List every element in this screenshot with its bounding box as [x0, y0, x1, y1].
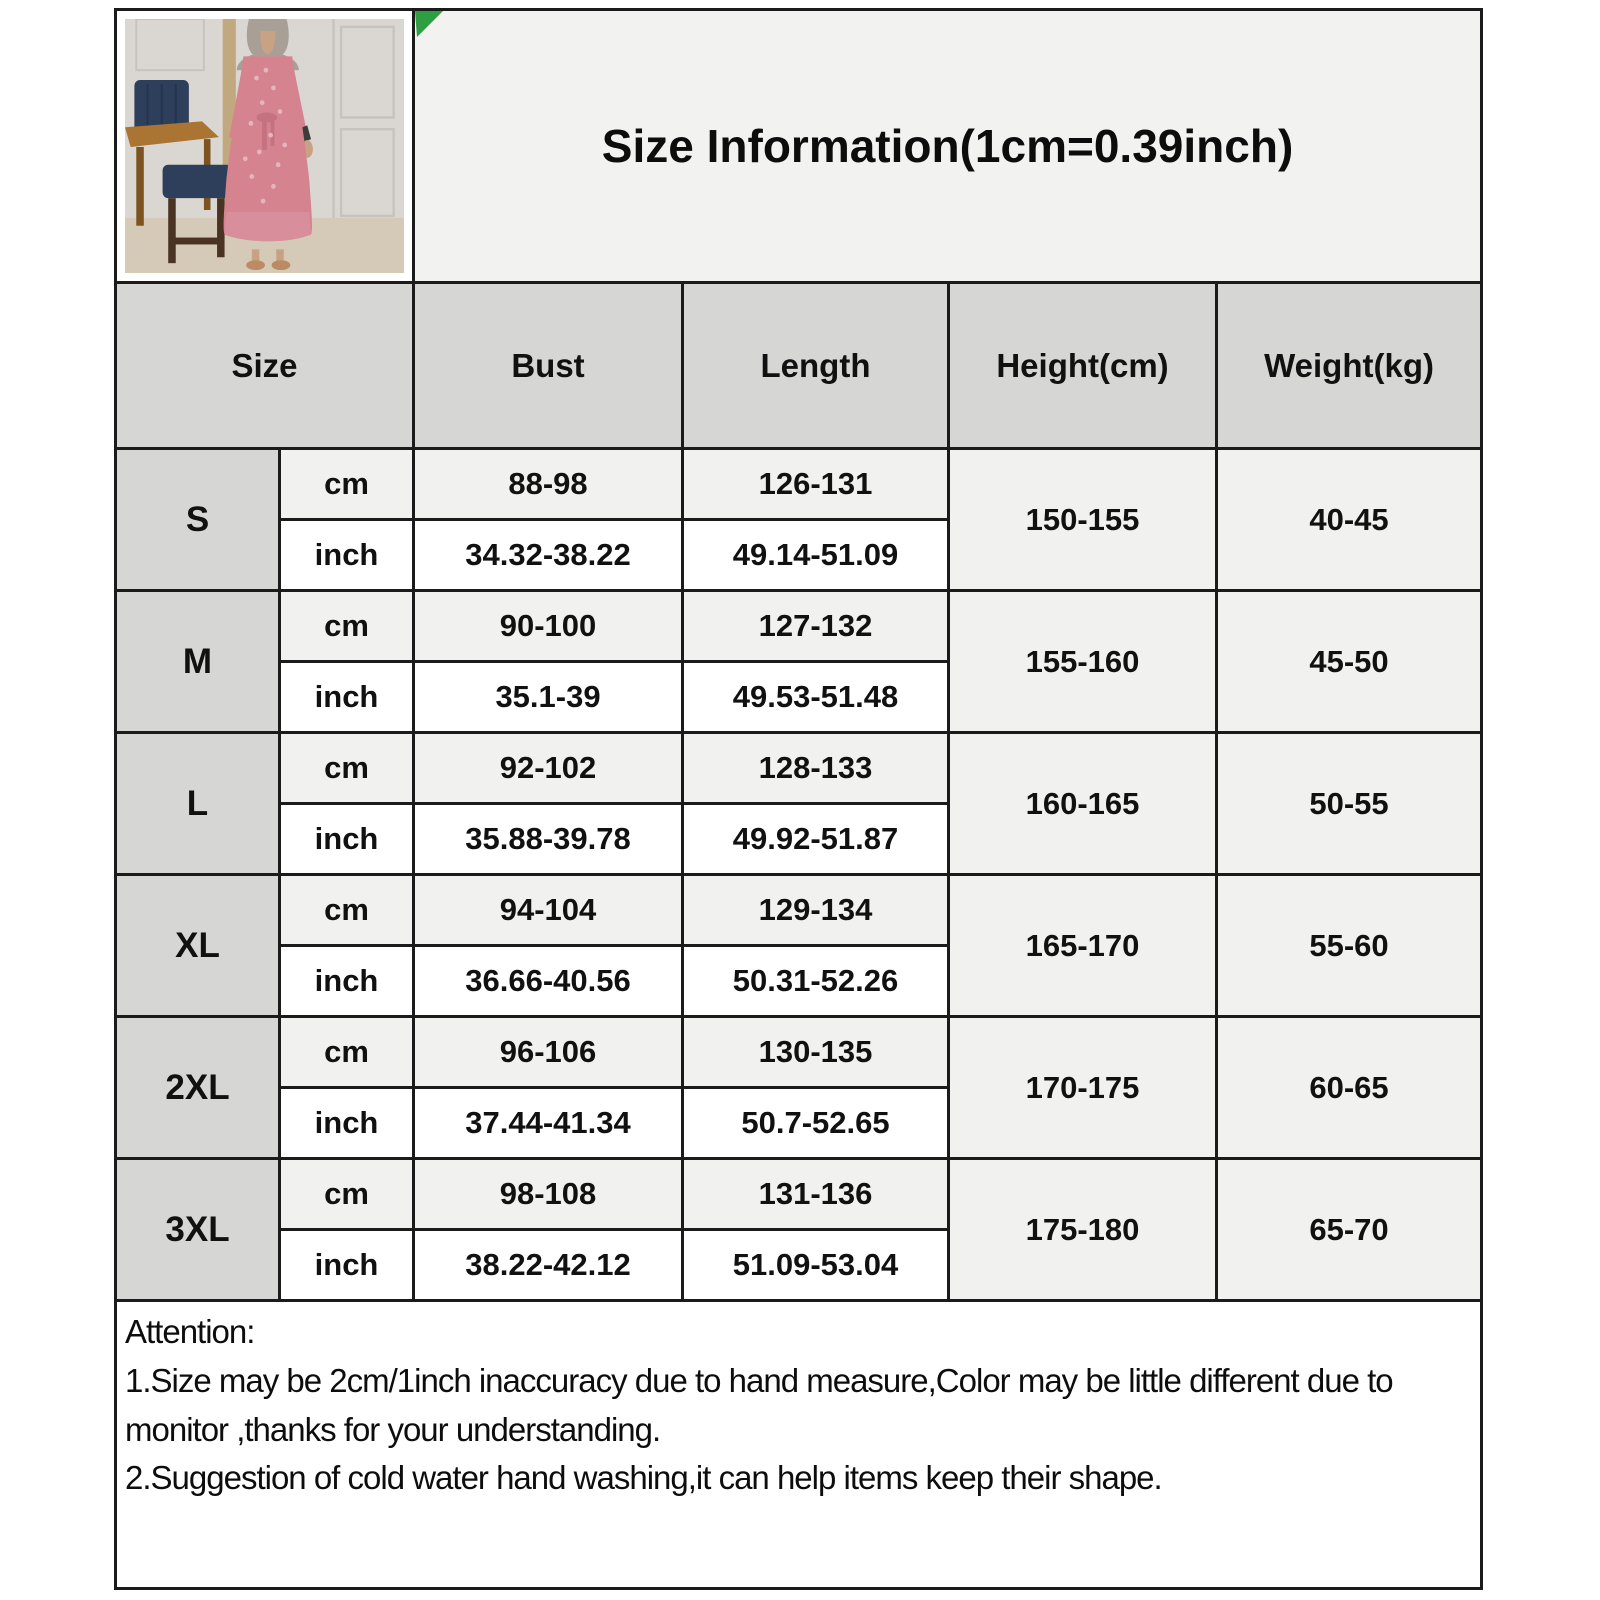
length-inch-value: 49.14-51.09: [683, 520, 949, 591]
table-row-3xl-cm: [116, 1159, 1482, 1230]
unit-inch-label: inch: [280, 804, 414, 875]
length-cm-value: 128-133: [683, 733, 949, 804]
length-inch-value: 50.31-52.26: [683, 946, 949, 1017]
photo-banner-row: [116, 10, 1482, 283]
header-height: Height(cm): [949, 283, 1217, 449]
unit-inch-label: inch: [280, 1088, 414, 1159]
attention-row: [116, 1301, 1482, 1589]
unit-cm-label: cm: [280, 591, 414, 662]
bust-cm-value: 94-104: [414, 875, 683, 946]
size-cell: M: [116, 591, 280, 733]
bust-cm-value: 96-106: [414, 1017, 683, 1088]
attention-note-1: 1.Size may be 2cm/1inch inaccuracy due to hand measure,Color may be little different due to monitor ,thanks for your understanding.: [125, 1361, 1393, 1448]
unit-inch-label: inch: [280, 662, 414, 733]
length-inch-value: 49.92-51.87: [683, 804, 949, 875]
bust-inch-value: 37.44-41.34: [414, 1088, 683, 1159]
header-weight: Weight(kg): [1217, 283, 1482, 449]
length-inch-value: 49.53-51.48: [683, 662, 949, 733]
height-value: 175-180: [949, 1159, 1217, 1301]
bust-cm-value: 98-108: [414, 1159, 683, 1230]
page-title: Size Information(1cm=0.39inch): [601, 120, 1294, 172]
length-cm-value: 130-135: [683, 1017, 949, 1088]
attention-note-2: 2.Suggestion of cold water hand washing,it can help items keep their shape.: [125, 1459, 1162, 1497]
height-value: 160-165: [949, 733, 1217, 875]
length-cm-value: 127-132: [683, 591, 949, 662]
green-corner-marker-icon: [415, 11, 445, 39]
table-row-2xl-cm: [116, 1017, 1482, 1088]
length-cm-value: 126-131: [683, 449, 949, 520]
size-cell: 3XL: [116, 1159, 280, 1301]
weight-value: 60-65: [1217, 1017, 1482, 1159]
height-value: 170-175: [949, 1017, 1217, 1159]
bust-inch-value: 38.22-42.12: [414, 1230, 683, 1301]
product-photo-cell: [116, 10, 414, 283]
unit-inch-label: inch: [280, 1230, 414, 1301]
header-size: Size: [116, 283, 414, 449]
table-row-l-cm: [116, 733, 1482, 804]
length-cm-value: 129-134: [683, 875, 949, 946]
weight-value: 40-45: [1217, 449, 1482, 591]
bust-inch-value: 35.88-39.78: [414, 804, 683, 875]
header-length: Length: [683, 283, 949, 449]
unit-cm-label: cm: [280, 449, 414, 520]
banner-cell: [414, 10, 1482, 283]
table-row-m-cm: [116, 591, 1482, 662]
unit-inch-label: inch: [280, 946, 414, 1017]
length-inch-value: 50.7-52.65: [683, 1088, 949, 1159]
size-cell: S: [116, 449, 280, 591]
weight-value: 65-70: [1217, 1159, 1482, 1301]
height-value: 155-160: [949, 591, 1217, 733]
product-photo: [125, 19, 404, 273]
size-cell: L: [116, 733, 280, 875]
length-inch-value: 51.09-53.04: [683, 1230, 949, 1301]
table-row-xl-cm: [116, 875, 1482, 946]
bust-inch-value: 34.32-38.22: [414, 520, 683, 591]
weight-value: 50-55: [1217, 733, 1482, 875]
bust-inch-value: 35.1-39: [414, 662, 683, 733]
size-information-table: [114, 8, 1483, 1590]
unit-cm-label: cm: [280, 875, 414, 946]
unit-inch-label: inch: [280, 520, 414, 591]
unit-cm-label: cm: [280, 1159, 414, 1230]
bust-cm-value: 90-100: [414, 591, 683, 662]
header-bust: Bust: [414, 283, 683, 449]
attention-title: Attention:: [125, 1313, 255, 1350]
height-value: 165-170: [949, 875, 1217, 1017]
weight-value: 45-50: [1217, 591, 1482, 733]
bust-cm-value: 88-98: [414, 449, 683, 520]
size-chart-sheet: [114, 8, 1480, 1590]
bust-cm-value: 92-102: [414, 733, 683, 804]
product-photo-illustration: [125, 19, 404, 273]
attention-cell: [116, 1301, 1482, 1589]
column-header-row: [116, 283, 1482, 449]
bust-inch-value: 36.66-40.56: [414, 946, 683, 1017]
unit-cm-label: cm: [280, 733, 414, 804]
table-row-s-cm: [116, 449, 1482, 520]
height-value: 150-155: [949, 449, 1217, 591]
length-cm-value: 131-136: [683, 1159, 949, 1230]
size-cell: XL: [116, 875, 280, 1017]
unit-cm-label: cm: [280, 1017, 414, 1088]
size-cell: 2XL: [116, 1017, 280, 1159]
weight-value: 55-60: [1217, 875, 1482, 1017]
